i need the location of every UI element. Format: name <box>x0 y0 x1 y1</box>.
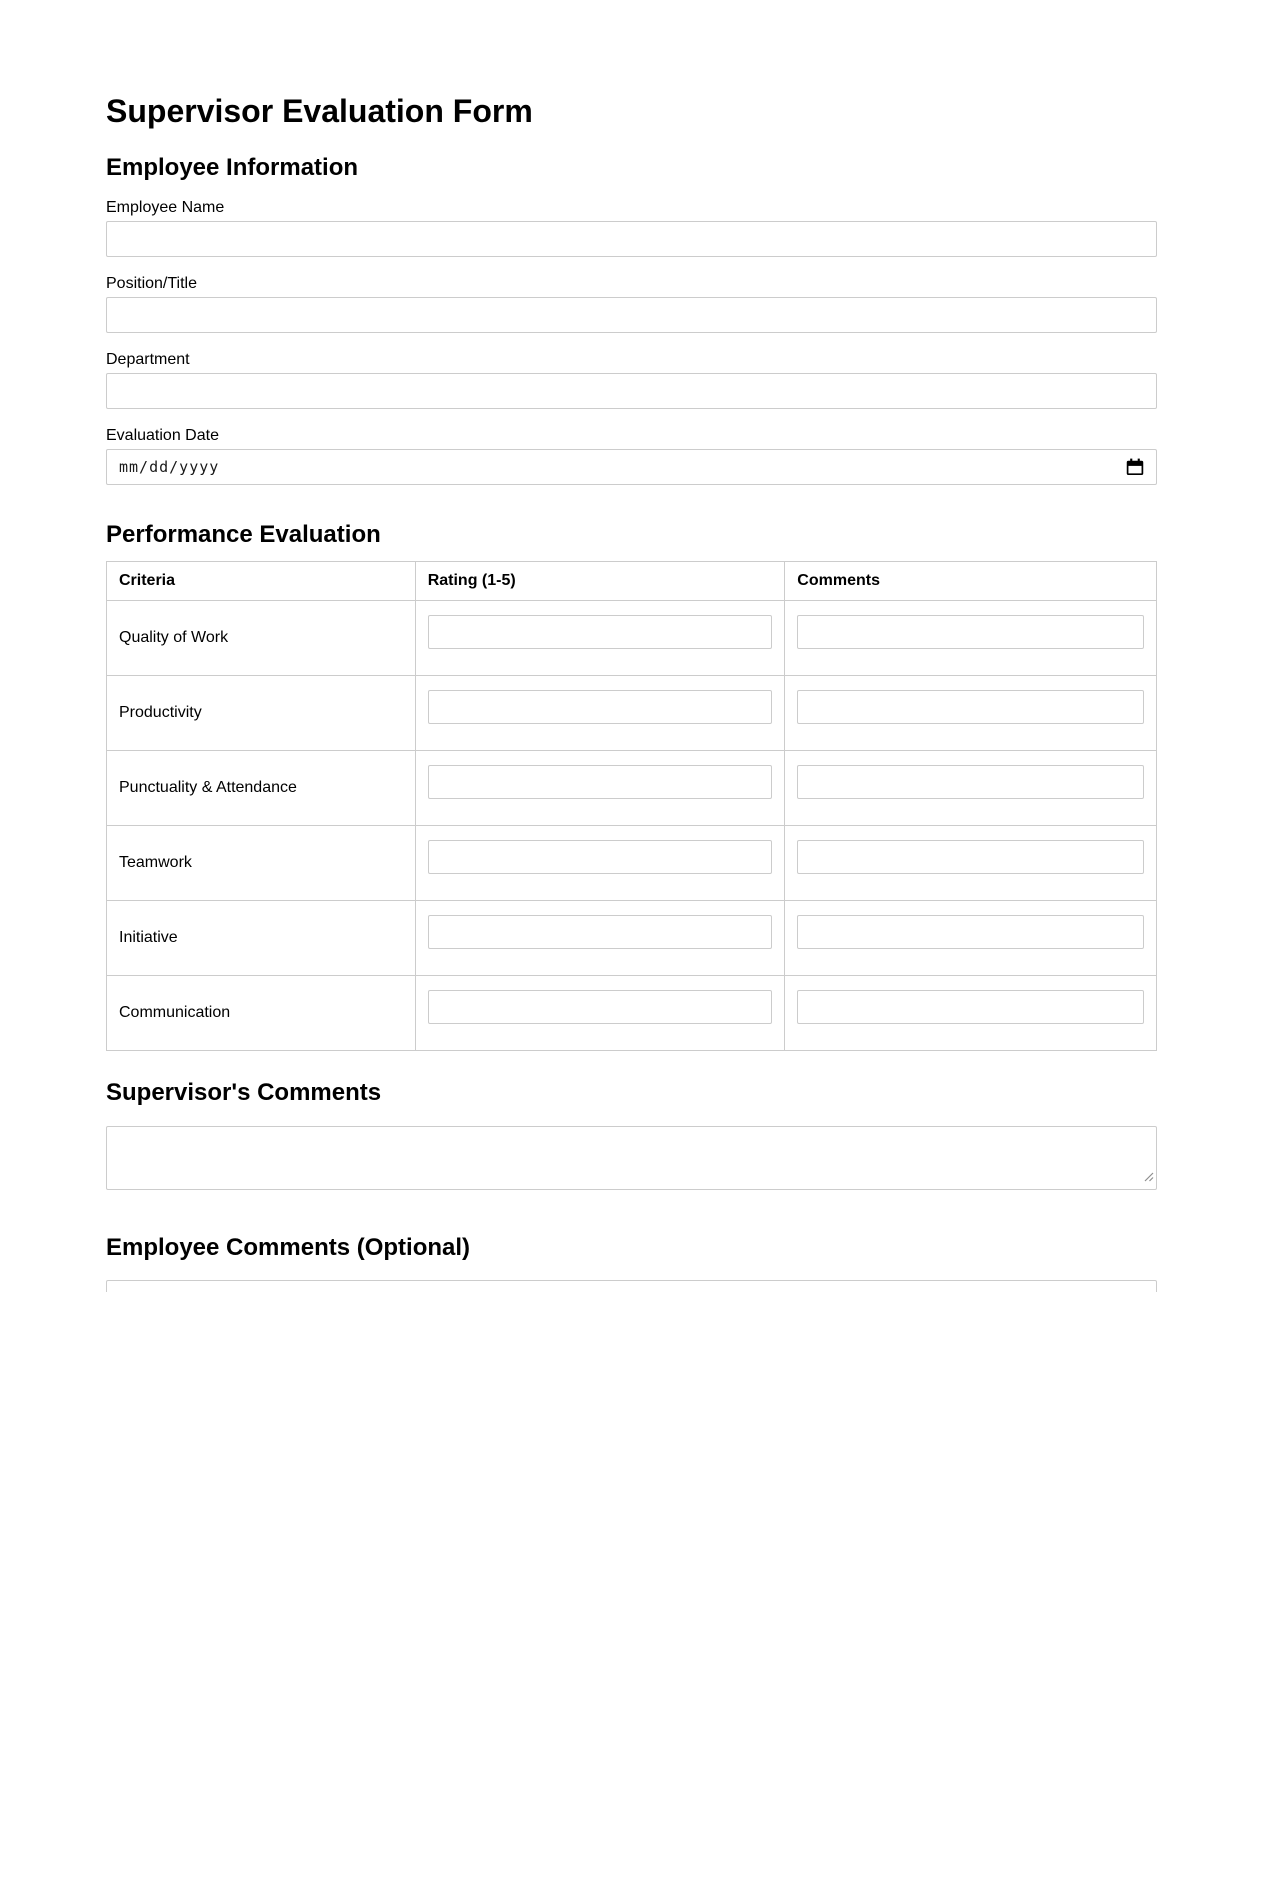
rating-input[interactable] <box>428 915 773 949</box>
table-row <box>107 601 1157 676</box>
position-title-label: Position/Title <box>106 275 197 292</box>
header-rating: Rating (1-5) <box>415 562 785 601</box>
employee-comments-textarea[interactable] <box>106 1280 1157 1292</box>
comment-input[interactable] <box>797 765 1144 799</box>
form-page <box>106 93 1157 1292</box>
rating-input[interactable] <box>428 990 773 1024</box>
date-placeholder-text: mm/dd/yyyy <box>119 458 220 476</box>
comment-input[interactable] <box>797 990 1144 1024</box>
rating-input[interactable] <box>428 765 773 799</box>
section-heading-supervisor-comments: Supervisor's Comments <box>106 1079 382 1106</box>
field-evaluation-date <box>106 427 1157 485</box>
section-heading-employee-info: Employee Information <box>106 154 359 181</box>
table-row <box>107 826 1157 901</box>
table-row <box>107 676 1157 751</box>
header-comments: Comments <box>785 562 1157 601</box>
table-row <box>107 976 1157 1051</box>
rating-input[interactable] <box>428 615 773 649</box>
criteria-label: Productivity <box>107 676 416 751</box>
table-row <box>107 901 1157 976</box>
employee-comments-clipped-area <box>106 1280 1157 1292</box>
rating-input[interactable] <box>428 840 773 874</box>
employee-name-label: Employee Name <box>106 199 225 216</box>
comment-input[interactable] <box>797 915 1144 949</box>
field-employee-name <box>106 199 1157 257</box>
evaluation-date-label: Evaluation Date <box>106 427 219 444</box>
employee-name-input[interactable] <box>106 221 1157 257</box>
table-header-row <box>107 562 1157 601</box>
criteria-label: Initiative <box>107 901 416 976</box>
field-department <box>106 351 1157 409</box>
performance-table <box>106 561 1157 1051</box>
page-title: Supervisor Evaluation Form <box>106 93 533 129</box>
section-heading-employee-comments: Employee Comments (Optional) <box>106 1234 471 1261</box>
comment-input[interactable] <box>797 615 1144 649</box>
calendar-icon[interactable] <box>1126 458 1144 476</box>
field-position-title <box>106 275 1157 333</box>
evaluation-date-input[interactable] <box>106 449 1157 485</box>
table-row <box>107 751 1157 826</box>
criteria-label: Quality of Work <box>107 601 416 676</box>
resize-grip-icon[interactable] <box>1143 1169 1154 1187</box>
position-title-input[interactable] <box>106 297 1157 333</box>
employee-info-fields <box>106 199 1157 485</box>
criteria-label: Teamwork <box>107 826 416 901</box>
criteria-label: Communication <box>107 976 416 1051</box>
comment-input[interactable] <box>797 840 1144 874</box>
department-label: Department <box>106 351 190 368</box>
criteria-label: Punctuality & Attendance <box>107 751 416 826</box>
section-heading-performance: Performance Evaluation <box>106 521 381 548</box>
supervisor-comments-textarea[interactable] <box>106 1126 1157 1190</box>
supervisor-comments-wrap <box>106 1126 1157 1190</box>
header-criteria: Criteria <box>107 562 416 601</box>
comment-input[interactable] <box>797 690 1144 724</box>
department-input[interactable] <box>106 373 1157 409</box>
rating-input[interactable] <box>428 690 773 724</box>
